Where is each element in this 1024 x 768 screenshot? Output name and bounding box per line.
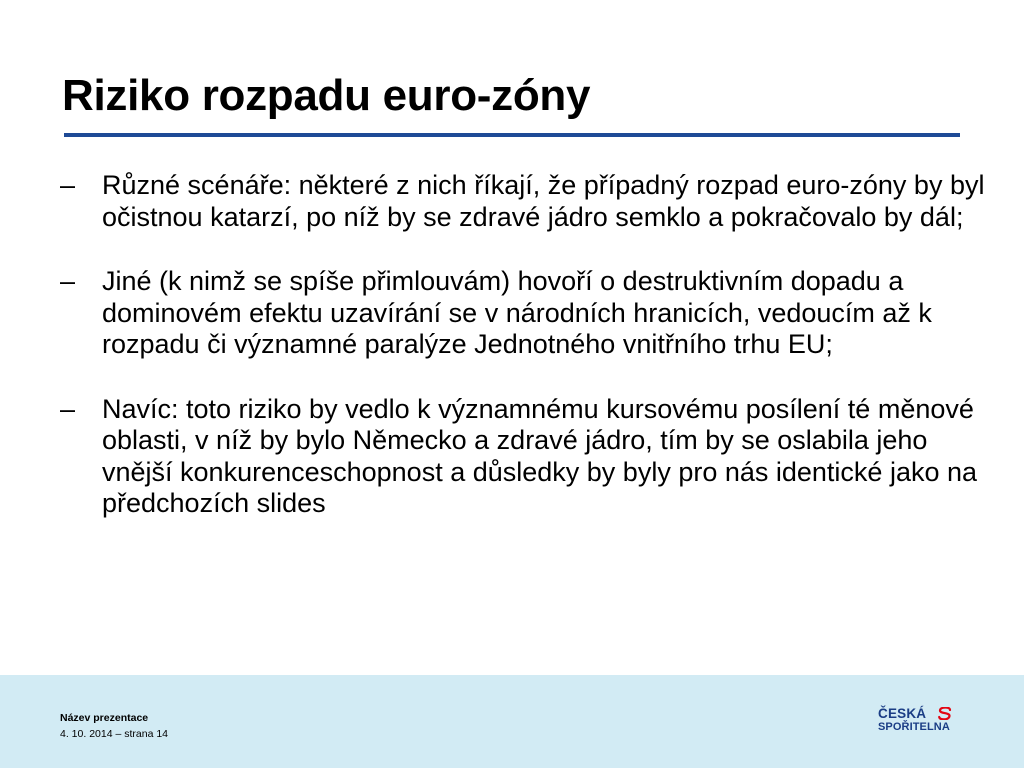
bullet-text: Navíc: toto riziko by vedlo k významnému kursovému posílení té měnové oblasti, v níž by bylo Německo a zdravé jádro, tím by se oslabila jeho vnější konkurenceschopnost a důsledky by byly pro nás identické jako na předchozích slides — [102, 393, 978, 518]
bullet-text: Různé scénáře: některé z nich říkají, že případný rozpad euro-zóny by byl očistnou katarzí, po níž by se zdravé jádro semklo a pokračovalo by dál; — [102, 170, 985, 232]
bullet-marker: – — [60, 266, 76, 296]
ceska-sporitelna-logo — [878, 706, 958, 736]
date-and-page: 4. 10. 2014 – strana 14 — [60, 728, 168, 740]
bullet-item — [60, 394, 990, 520]
title-underline — [64, 133, 960, 137]
logo-text-line1: ČESKÁ — [878, 706, 927, 721]
logo-text-line2: SPOŘITELNA — [878, 721, 950, 733]
ceska-sporitelna-s-mark-icon — [938, 707, 952, 720]
bullet-marker: – — [60, 170, 76, 200]
bullet-list — [60, 170, 990, 553]
footer-bar — [0, 675, 1024, 768]
bullet-marker: – — [60, 393, 76, 424]
bullet-text: Jiné (k nimž se spíše přimlouvám) hovoří o destruktivním dopadu a dominovém efektu uzavírání se v národních hranicích, vedoucím až k rozpadu či významné paralýze Jednotného vnitřního trhu EU; — [102, 266, 932, 359]
bullet-item — [60, 170, 990, 233]
slide-title: Riziko rozpadu euro-zóny — [62, 71, 591, 120]
bullet-item — [60, 266, 990, 361]
presentation-name: Název prezentace — [60, 712, 149, 724]
